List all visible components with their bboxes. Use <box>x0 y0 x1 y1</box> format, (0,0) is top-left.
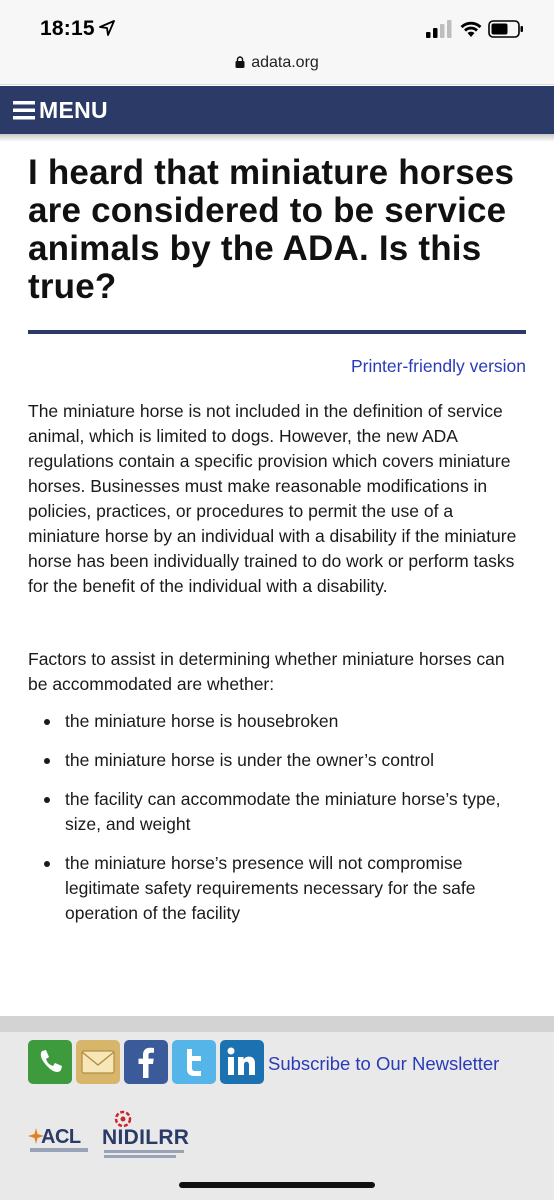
linkedin-icon <box>220 1040 264 1084</box>
bullet-icon <box>44 861 50 867</box>
twitter-button[interactable] <box>172 1040 216 1084</box>
facebook-button[interactable] <box>124 1040 168 1084</box>
menu-button[interactable] <box>0 86 554 134</box>
status-bar <box>0 0 554 50</box>
acl-logo-text: ACL <box>41 1126 81 1148</box>
list-item <box>28 748 528 773</box>
list-item <box>28 851 528 926</box>
status-time: 18:15 <box>40 17 95 40</box>
hamburger-menu-icon <box>13 101 35 120</box>
list-item-text: the miniature horse’s presence will not compromise legitimate safety requirements necessary for the safe operation of the facility <box>65 853 476 923</box>
menu-shadow <box>0 134 554 142</box>
page-title: I heard that miniature horses are considered to be service animals by the ADA. Is this true? <box>28 153 515 306</box>
bullet-icon <box>44 797 50 803</box>
acl-tagline <box>30 1148 88 1152</box>
body-paragraph-factors: Factors to assist in determining whether miniature horses can be accommodated are whether: <box>28 649 505 694</box>
phone-button[interactable] <box>28 1040 72 1084</box>
list-item-text: the miniature horse is housebroken <box>65 711 339 731</box>
home-indicator[interactable] <box>179 1182 375 1188</box>
footer-top-band <box>0 1016 554 1032</box>
bullet-icon <box>44 719 50 725</box>
facebook-icon <box>124 1040 168 1084</box>
url-text: adata.org <box>251 54 319 71</box>
menu-label: MENU <box>39 97 108 123</box>
printer-friendly-link[interactable]: Printer-friendly version <box>350 356 526 376</box>
list-item-text: the miniature horse is under the owner’s control <box>65 750 434 770</box>
cellular-signal-icon <box>426 20 452 38</box>
url-bar[interactable] <box>0 50 554 85</box>
url-display[interactable] <box>0 54 554 72</box>
nidilrr-tagline <box>104 1155 176 1158</box>
location-arrow-icon <box>99 20 115 36</box>
list-item-text: the facility can accommodate the miniature horse’s type, size, and weight <box>65 789 501 834</box>
title-divider <box>28 330 526 334</box>
nidilrr-logo-text: NIDILRR <box>102 1126 190 1149</box>
nidilrr-tagline <box>104 1150 184 1153</box>
newsletter-link[interactable]: Subscribe to Our Newsletter <box>268 1053 500 1074</box>
list-item <box>28 709 528 734</box>
list-item <box>28 787 528 837</box>
factors-list <box>28 709 528 940</box>
email-button[interactable] <box>76 1040 120 1084</box>
phone-icon <box>28 1040 72 1084</box>
body-paragraph-definition: The miniature horse is not included in the definition of service animal, which is limited to dogs. However, the new ADA regulations contain a specific provision which covers miniature horses. Businesses must make reasonable modifications in policies, practices, or procedures to permit the use of a miniature horse by an individual with a disability if the miniature horse has been individually trained to do work or perform tasks for the benefit of the individual with a disability. <box>28 401 517 596</box>
lock-icon <box>235 56 245 68</box>
bullet-icon <box>44 758 50 764</box>
twitter-icon <box>172 1040 216 1084</box>
battery-icon <box>488 20 524 38</box>
email-icon <box>76 1040 120 1084</box>
wifi-icon <box>459 19 483 38</box>
linkedin-button[interactable] <box>220 1040 264 1084</box>
